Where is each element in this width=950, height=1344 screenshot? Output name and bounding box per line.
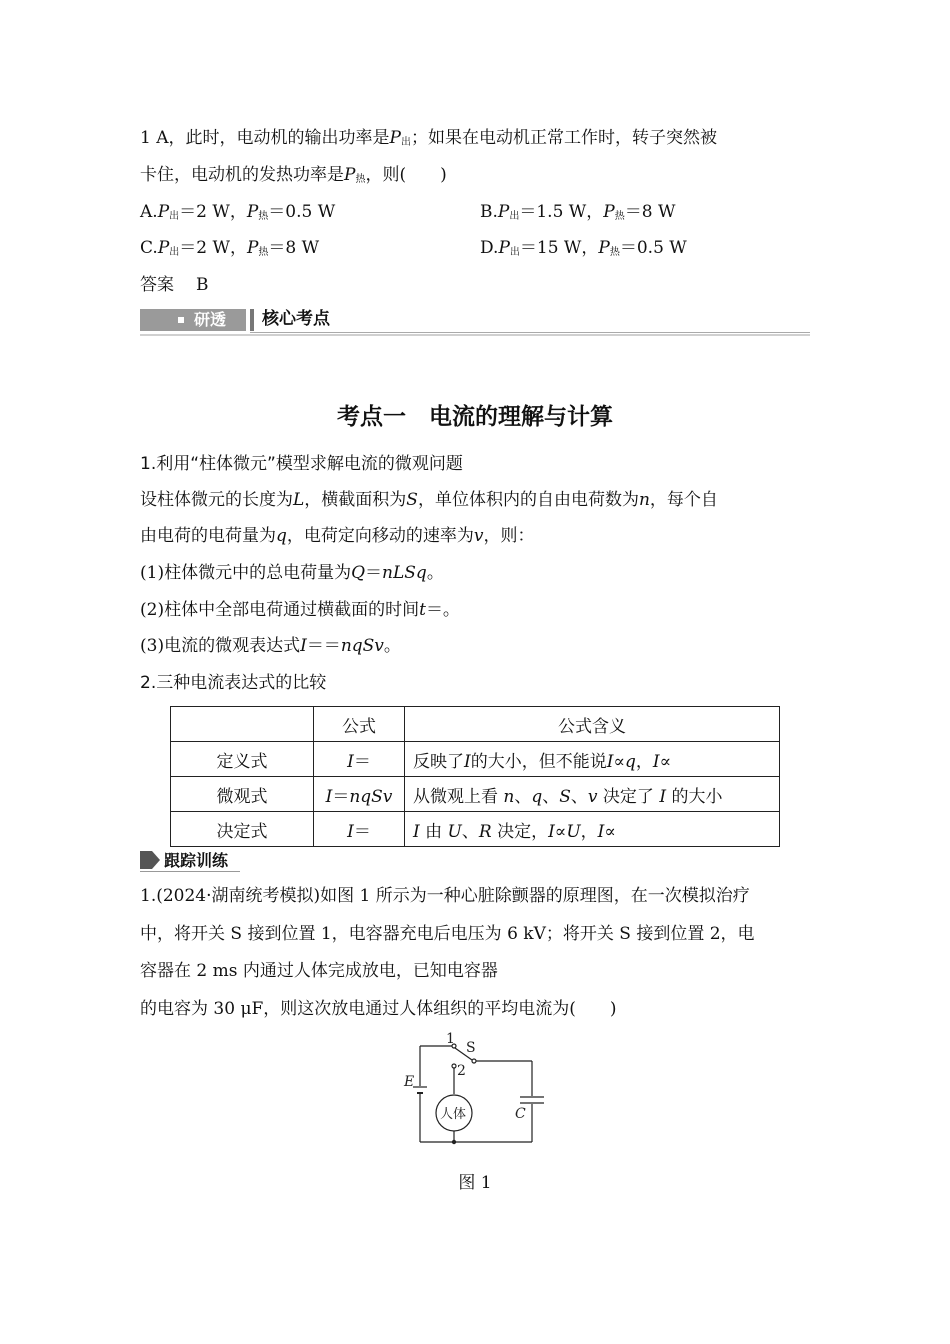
table-cell: 定义式: [171, 742, 314, 777]
table-header-row: [171, 707, 780, 742]
label-human-body: 人体: [440, 1107, 467, 1122]
switch-pivot: [472, 1059, 476, 1063]
point-2-heading: 2.三种电流表达式的比较: [140, 673, 327, 693]
banner-tag-label: 研透: [194, 310, 227, 329]
question-line: 容器在 2 ms 内通过人体完成放电，已知电容器: [140, 961, 498, 981]
option-d: $D.P_出=15$ W，$P_热=0.5$ W: [480, 238, 687, 258]
label-battery: E: [404, 1074, 415, 1090]
table-cell: 反映了I的大小，但不能说I∝q，I∝: [405, 742, 780, 777]
table-cell: I＝: [314, 812, 405, 847]
table-cell: 从微观上看 n、q、S、v 决定了 I 的大小: [405, 777, 780, 812]
banner-tag: [140, 309, 246, 331]
circuit-junction: [452, 1140, 456, 1144]
list-item: (1)柱体微元中的总电荷量为Q＝nLSq。: [140, 563, 444, 583]
banner-title: 核心考点: [262, 309, 330, 329]
table-cell: 决定式: [171, 812, 314, 847]
label-position-2: 2: [457, 1063, 466, 1079]
label-capacitor: C: [515, 1106, 526, 1122]
table-cell: I＝nqSv: [314, 777, 405, 812]
option-b: $B.P_出=1.5$ W，$P_热=8$ W: [480, 202, 676, 222]
paragraph-line: 设柱体微元的长度为L，横截面积为S，单位体积内的自由电荷数为n，每个自: [140, 490, 718, 510]
table-cell: I 由 U、R 决定，I∝U，I∝: [405, 812, 780, 847]
table-cell: I＝: [314, 742, 405, 777]
table-header-cell: 公式: [314, 707, 405, 742]
table-row: [171, 777, 780, 812]
question-line: 中，将开关 S 接到位置 1，电容器充电后电压为 6 kV；将开关 S 接到位置 2，电: [140, 924, 755, 944]
paragraph-line: 由电荷的电荷量为q，电荷定向移动的速率为v，则：: [140, 526, 535, 546]
table-header-cell: 公式含义: [405, 707, 780, 742]
label-switch: S: [466, 1040, 476, 1056]
option-a: $A.P_出=2$ W，$P_热=0.5$ W: [140, 202, 336, 222]
switch-contact-2: [452, 1064, 456, 1068]
question-line: 的电容为 30 μF，则这次放电通过人体组织的平均电流为( ): [140, 999, 617, 1019]
list-item: (2)柱体中全部电荷通过横截面的时间t＝。: [140, 600, 460, 620]
comparison-table: [170, 706, 780, 847]
question-line: 1.(2024·湖南统考模拟)如图 1 所示为一种心脏除颤器的原理图，在一次模拟治疗: [140, 886, 750, 906]
table-row: [171, 742, 780, 777]
label-position-1: 1: [446, 1031, 455, 1047]
section-title: 考点一 电流的理解与计算: [337, 404, 613, 430]
table-row: [171, 812, 780, 847]
problem-text-line: 卡住，电动机的发热功率是$P_热$，则( ): [140, 165, 447, 185]
figure-caption: 图 1: [458, 1173, 492, 1193]
table-header-cell: [171, 707, 314, 742]
option-c: $C.P_出=2$ W，$P_热=8$ W: [140, 238, 320, 258]
banner-divider: [250, 309, 254, 331]
list-item: (3)电流的微观表达式I＝＝nqSv。: [140, 636, 401, 656]
practice-label-text: 跟踪训练: [164, 851, 229, 870]
defibrillator-circuit-diagram: [400, 1030, 550, 1150]
practice-underline: [140, 871, 240, 872]
banner-shadow-rule: [140, 334, 810, 336]
banner-rule: [250, 332, 810, 333]
table-cell: 微观式: [171, 777, 314, 812]
problem-text-line: 1 A，此时，电动机的输出功率是$P_出$；如果在电动机正常工作时，转子突然被: [140, 128, 717, 148]
square-bullet-icon: [178, 317, 184, 323]
section-banner: [140, 307, 810, 335]
answer-line: 答案 B: [140, 275, 209, 295]
arrow-marker-icon: [140, 851, 160, 869]
point-1-heading: 1.利用“柱体微元”模型求解电流的微观问题: [140, 454, 463, 474]
